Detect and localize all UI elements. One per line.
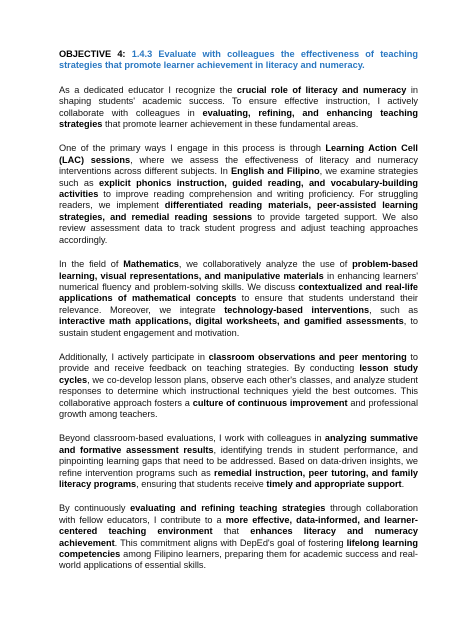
bold-phrase: culture of continuous improvement (192, 397, 348, 408)
text-run: , identifying trends in student performance, and pinpointing learning gaps that need to be addressed. Based on data-driven insights, we refine intervention programs such as (59, 444, 418, 478)
text-run: to ensure that students understand their relevance. Moreover, we integrate (59, 293, 418, 315)
bold-phrase: more effective, data-informed, and learner-centered teaching environment (59, 514, 418, 537)
text-run: to provide and receive feedback on teaching strategies. By conducting (59, 351, 419, 374)
bold-phrase: evaluating and refining teaching strategies (130, 503, 326, 514)
text-run: , such as (369, 304, 418, 315)
text-run: , where we assess the effectiveness of literacy and numeracy interventions across different subjects. In (59, 154, 418, 177)
paragraph-mathematics (59, 259, 418, 339)
text-run: Additionally, I actively participate in (59, 351, 209, 362)
text-run: , to sustain student engagement and motivation. (59, 316, 418, 338)
text-run: By continuously (59, 503, 131, 514)
text-run: , we examine strategies such as (59, 166, 418, 188)
text-run: . This commitment aligns with DepEd's goal of fostering (114, 537, 347, 548)
objective-heading (59, 49, 418, 72)
text-run: , we collaboratively analyze the use of (178, 259, 353, 270)
bold-phrase: Mathematics (123, 259, 179, 270)
bold-phrase: enhances literacy and numeracy achievement (59, 526, 418, 548)
text-run: among Filipino learners, preparing them for academic success and real-world applications of essential skills. (59, 549, 418, 571)
bold-phrase: lesson study cycles (59, 363, 418, 385)
bold-phrase: Learning Action Cell (LAC) sessions (59, 143, 418, 165)
bold-phrase: technology-based interventions (224, 304, 370, 315)
paragraph-observations (59, 352, 418, 420)
bold-phrase: evaluating, refining, and enhancing teaching strategies (59, 107, 419, 130)
text-run: in enhancing learners' numerical fluency and problem-solving skills. We discuss (59, 270, 418, 292)
bold-phrase: timely and appropriate support (266, 479, 402, 489)
bold-phrase: analyzing summative and formative assessment results (59, 433, 418, 455)
objective-title: 1.4.3 Evaluate with colleagues the effectiveness of teaching strategies that promote learner achievement in literacy and numeracy. (59, 49, 419, 71)
bold-phrase: English and Filipino (231, 166, 320, 177)
bold-phrase: lifelong learning competencies (59, 537, 418, 560)
bold-phrase: differentiated reading materials, peer-assisted learning strategies, and remedial reading sessions (59, 200, 418, 222)
text-run: to improve reading comprehension and writing proficiency. For struggling readers, we implement (59, 189, 418, 211)
bold-phrase: classroom observations and peer mentoring (208, 351, 407, 362)
text-run: , ensuring that students receive (136, 479, 267, 489)
bold-phrase: explicit phonics instruction, guided reading, and vocabulary-building activities (59, 177, 419, 200)
bold-phrase: contextualized and real-life applications of mathematical concepts (59, 281, 418, 304)
text-run: , we co-develop lesson plans, observe each other's classes, and analyze student responses to determine which instructional techniques yield the best outcomes. This collaborative approach fosters a (59, 374, 418, 408)
document-body (59, 49, 418, 585)
text-run: One of the primary ways I engage in this process is through (59, 143, 326, 154)
paragraph-lac-sessions (59, 143, 418, 246)
paragraph-conclusion (59, 503, 418, 571)
text-run: and professional growth among teachers. (59, 397, 418, 419)
bold-phrase: interactive math applications, digital worksheets, and gamified assessments (59, 316, 404, 327)
text-run: . (401, 479, 405, 489)
text-run: In the field of (59, 259, 124, 270)
bold-phrase: problem-based learning, visual representations, and manipulative materials (59, 259, 418, 281)
paragraph-intro (59, 85, 418, 131)
text-run: As a dedicated educator I recognize the (59, 84, 237, 95)
text-run: in shaping students' academic success. To ensure effective instruction, I actively collaborate with colleagues in (59, 84, 418, 118)
text-run: that (212, 526, 251, 537)
objective-label: OBJECTIVE 4: (59, 49, 126, 59)
text-run: Beyond classroom-based evaluations, I work with colleagues in (59, 433, 325, 444)
text-run: that promote learner achievement in these fundamental areas. (102, 119, 359, 130)
paragraph-assessment (59, 433, 418, 490)
bold-phrase: crucial role of literacy and numeracy (236, 84, 407, 95)
bold-phrase: remedial instruction, peer tutoring, and family literacy programs (59, 467, 418, 489)
text-run: to provide targeted support. We also review assessment data to track student progress and adjust teaching approaches accordingly. (59, 211, 418, 245)
text-run: through collaboration with fellow educators, I contribute to a (59, 503, 418, 525)
